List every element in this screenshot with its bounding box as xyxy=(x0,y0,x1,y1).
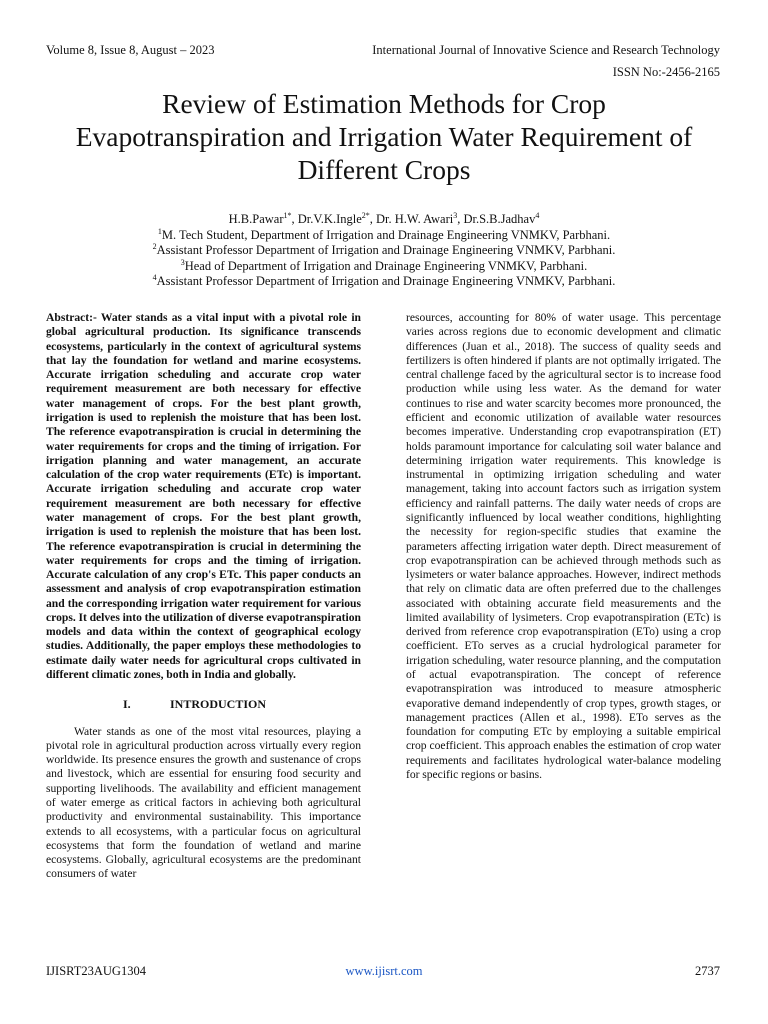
author-marker: 4 xyxy=(535,210,540,220)
section-number: I. xyxy=(123,697,131,712)
author-marker: 1* xyxy=(283,210,292,220)
affiliation-text: Assistant Professor Department of Irrigation and Drainage Engineering VNMKV, Parbhani. xyxy=(156,274,616,288)
left-column xyxy=(46,311,361,882)
affiliation-line xyxy=(60,274,708,290)
paper-title: Review of Estimation Methods for Crop Evapotranspiration and Irrigation Water Requirement of Different Crops xyxy=(75,88,693,185)
website-link-text[interactable]: www.ijisrt.com xyxy=(345,964,423,978)
author-name: Dr. H.W. Awari xyxy=(376,212,454,226)
page-number: 2737 xyxy=(695,964,720,978)
author-name: Dr.V.K.Ingle xyxy=(297,212,362,226)
author-marker: 3 xyxy=(453,210,458,220)
author-block xyxy=(60,212,708,290)
journal-issn: ISSN No:-2456-2165 xyxy=(612,65,720,79)
journal-volume: Volume 8, Issue 8, August – 2023 xyxy=(46,43,215,57)
journal-name: International Journal of Innovative Science and Research Technology xyxy=(372,43,720,57)
affiliation-text: Head of Department of Irrigation and Drainage Engineering VNMKV, Parbhani. xyxy=(184,258,588,273)
affiliation-marker: 2 xyxy=(152,241,157,251)
author-separator: , xyxy=(369,212,377,226)
affiliation-marker: 1 xyxy=(157,226,162,236)
affiliation-text: Assistant Professor Department of Irrigation and Drainage Engineering VNMKV, Parbhani. xyxy=(156,243,616,257)
affiliation-marker: 3 xyxy=(180,257,185,267)
section-title: INTRODUCTION xyxy=(170,697,267,712)
abstract: Abstract:- Water stands as a vital input with a pivotal role in global agricultural production. Its significance transcends ecosystems, particularly in the context of agricultural systems that lay the foundation for wetland and marine ecosystems. Accurate irrigation scheduling and accurate crop water requirement measurement are both necessary for effective water management of crops. For the best plant growth, irrigation is used to replenish the moisture that has been lost. The reference evapotranspiration is crucial in determining the water requirements for crops and the timing of irrigation. For irrigation planning and water management, an accurate calculation of the crop water requirements (ETc) is important. Accurate irrigation scheduling and accurate crop water requirement measurement are both necessary for effective water management of crops. For the best plant growth, irrigation is used to replenish the moisture that has been lost. The reference evapotranspiration is crucial in determining the water requirements for crops and the timing of irrigation. Accurate calculation of any crop's ETc. This paper conducts an assessment and analysis of crop evapotranspiration estimation and the corresponding irrigation water requirement for various crops. It delves into the utilization of diverse evapotranspiration models and data within the context of geographical ecology studies. Additionally, the paper employs these methodologies to estimate daily water needs for agricultural crops cultivated in different climatic zones, both in India and globally. xyxy=(46,311,361,682)
author-marker: 2* xyxy=(361,210,370,220)
website-link xyxy=(0,964,768,979)
affiliation-marker: 4 xyxy=(152,272,157,282)
affiliation-line xyxy=(60,243,708,259)
affiliation-text: M. Tech Student, Department of Irrigation and Drainage Engineering VNMKV, Parbhani. xyxy=(161,227,611,242)
author-name: Dr.S.B.Jadhav xyxy=(463,212,536,226)
intro-paragraph-continued: resources, accounting for 80% of water usage. This percentage varies across regions due to economic development and climatic differences (Juan et al., 2018). The success of quality seeds and fertilizers is often hindered if plants are not optimally irrigated. The central challenge faced by the agricultural sector is to increase food production while using less water. As the demand for water continues to rise and water scarcity becomes more pronounced, the efficient and economic utilization of available water resources becomes imperative. Understanding crop evapotranspiration (ET) holds paramount importance for calculating soil water balance and determining irrigation water requirements. This knowledge is instrumental in optimizing irrigation scheduling and water management, taking into account factors such as irrigation system efficiency and rainfall patterns. The daily water needs of crops are significantly influenced by local weather conditions, highlighting the necessity for region-specific studies that examine the parameters affecting irrigation water depth. Direct measurement of crop evapotranspiration can be achieved through methods such as lysimeters or water balance approaches. However, indirect methods that rely on climatic data are often preferred due to the challenges associated with obtaining accurate field measurements and the limited availability of lysimeters. Crop evapotranspiration (ETc) is derived from reference crop evapotranspiration (ETo) using a crop coefficient. ETo serves as a crucial hydrological parameter for irrigation scheduling, water resource planning, and the computation of actual evapotranspiration. The concept of reference evapotranspiration was introduced to measure atmospheric evaporative demand independently of crop types, growth stages, or management practices (Allen et al., 1998). ETo serves as the foundation for computing ETc by employing a suitable empirical crop coefficient. This approach enables the estimation of crop water requirements and facilitates hydrological water-balance modeling for specific regions or basins. xyxy=(406,311,721,781)
paper-id: IJISRT23AUG1304 xyxy=(46,964,146,978)
right-column xyxy=(406,311,721,782)
author-name: H.B.Pawar xyxy=(228,212,284,226)
author-separator: , xyxy=(291,212,298,226)
affiliation-line xyxy=(60,259,708,275)
section-heading xyxy=(46,697,361,711)
author-list xyxy=(60,212,708,228)
intro-paragraph: Water stands as one of the most vital resources, playing a pivotal role in agricultural production across virtually every region worldwide. Its presence ensures the growth and sustenance of crops and livestock, which are essential for ensuring food security and supporting livelihoods. The availability and efficient management of water emerge as critical factors in achieving both agricultural productivity and environmental sustainability. This importance extends to all ecosystems, with a particular focus on agricultural ecosystems that form the foundation of wetland and marine ecosystems. Globally, agricultural ecosystems are the predominant consumers of water xyxy=(46,724,361,881)
author-separator: , xyxy=(457,212,464,226)
affiliation-line xyxy=(60,228,708,244)
